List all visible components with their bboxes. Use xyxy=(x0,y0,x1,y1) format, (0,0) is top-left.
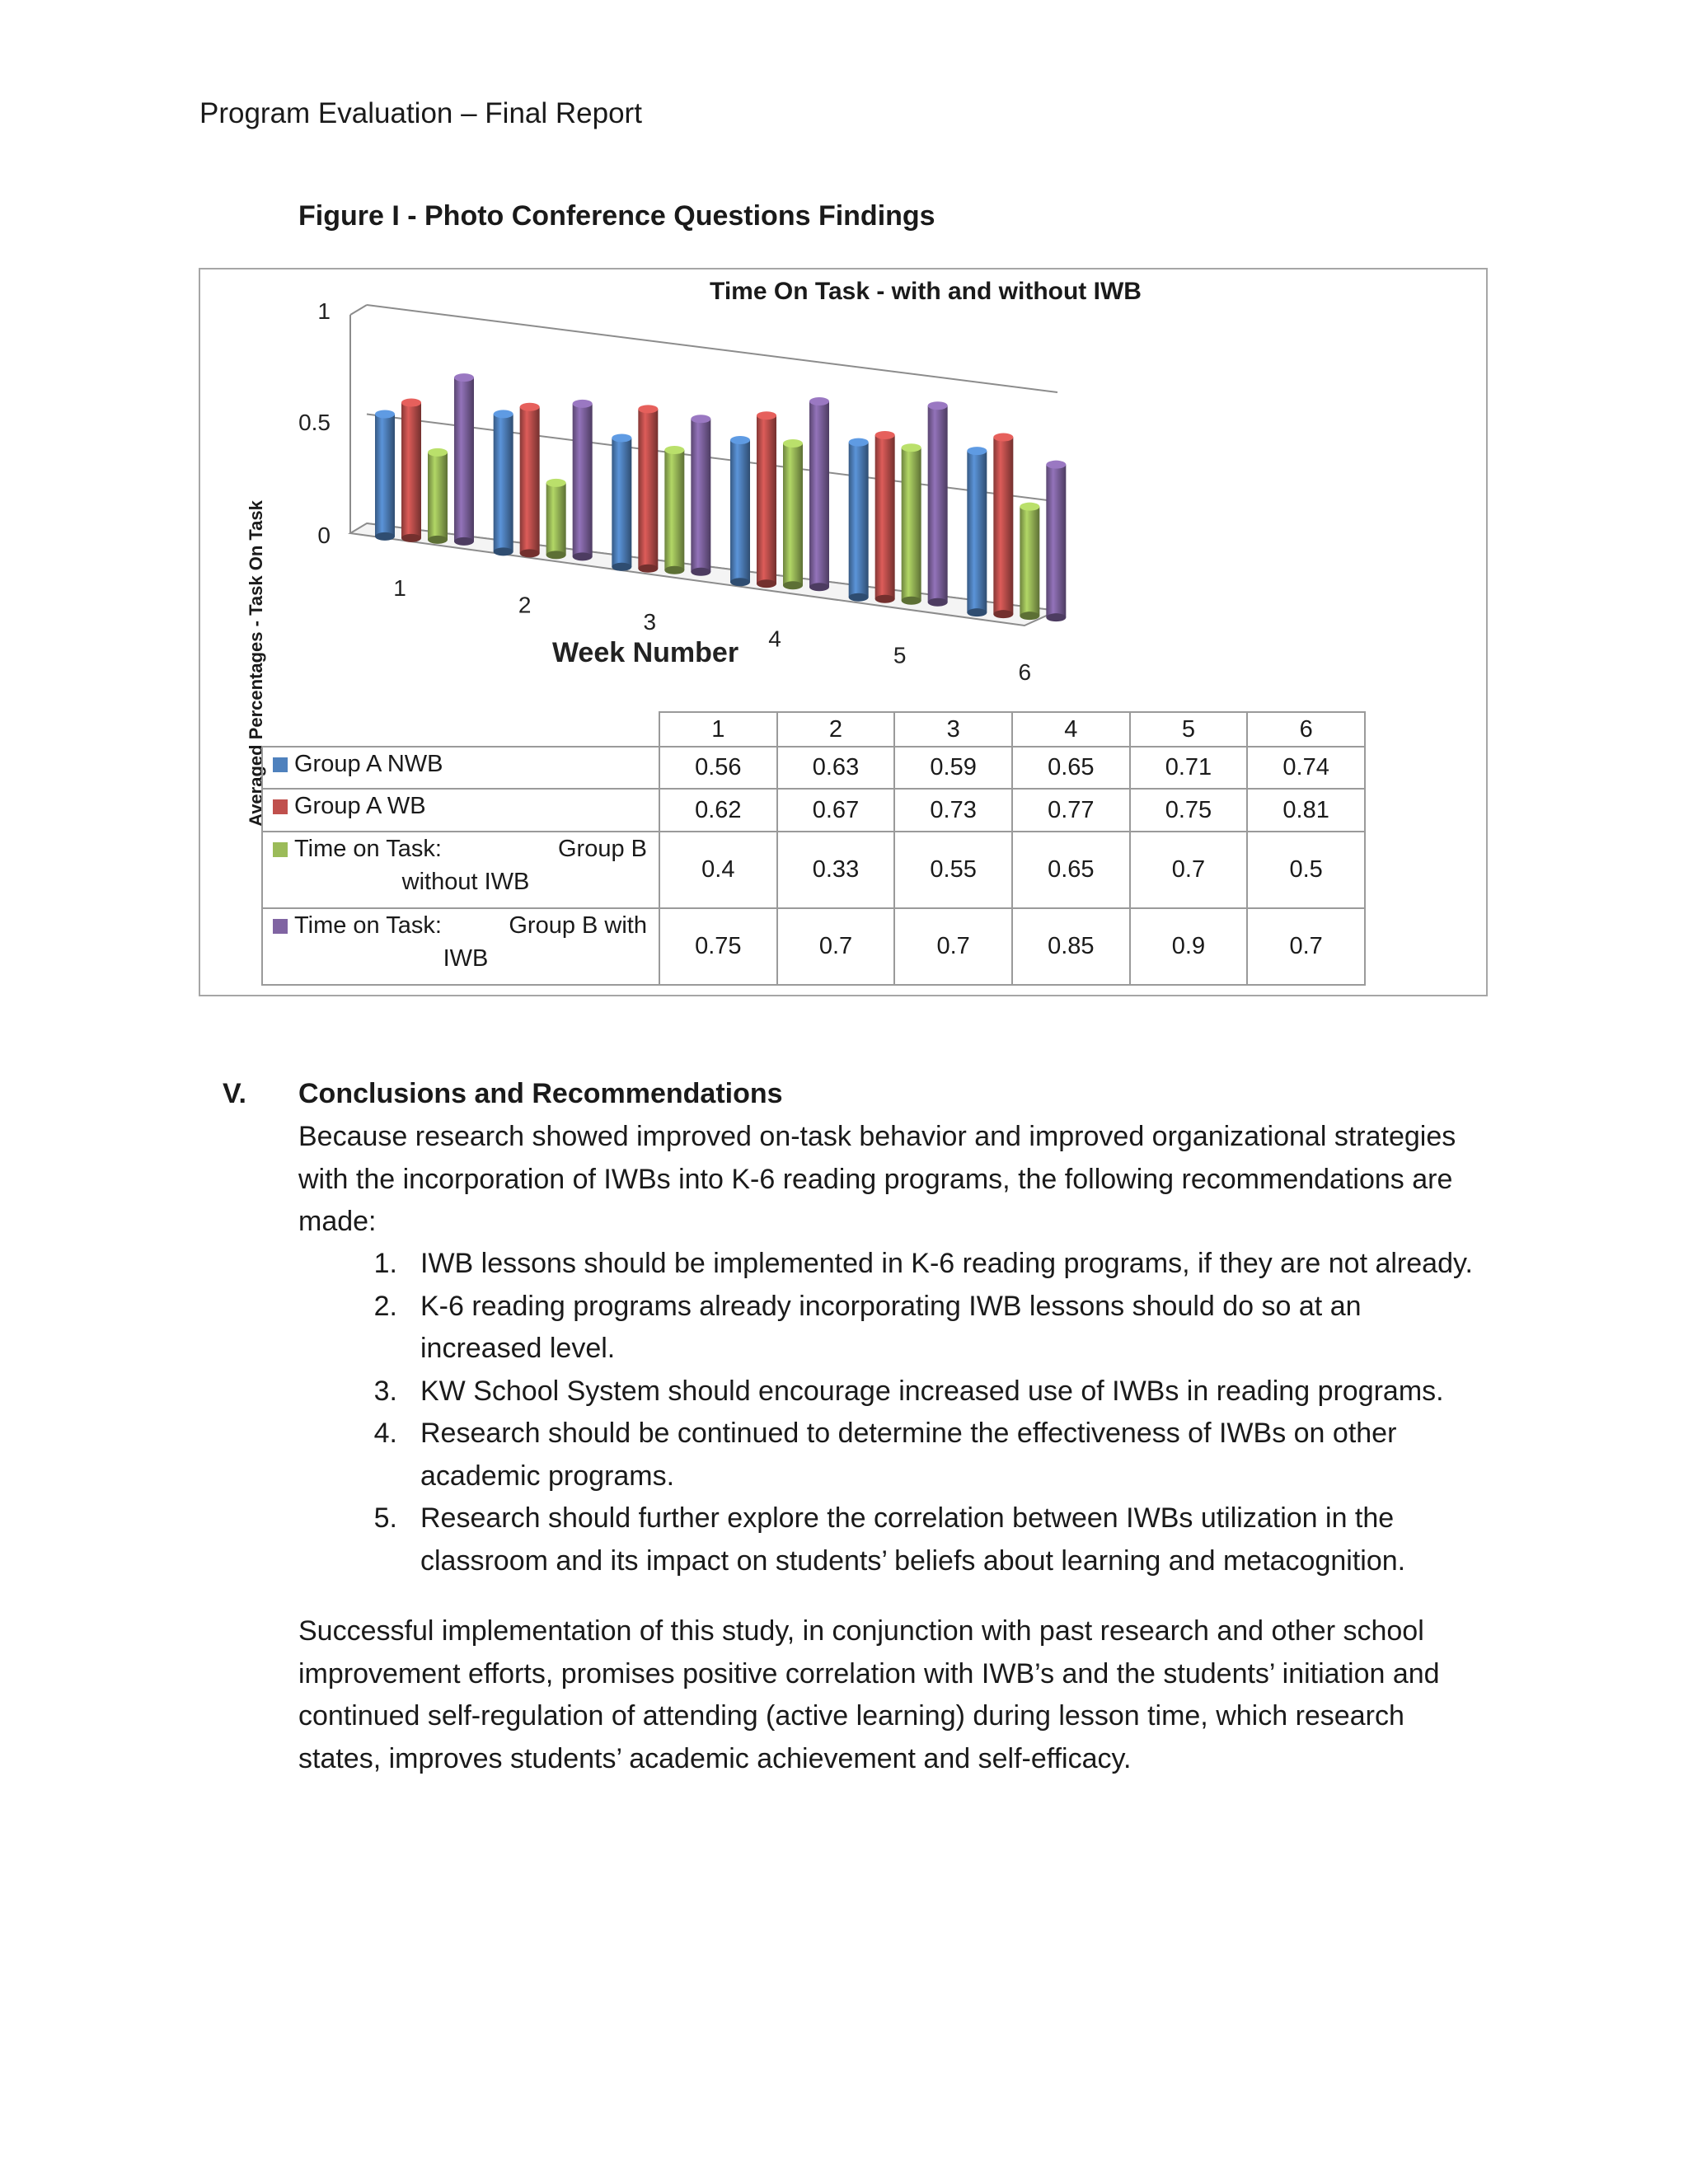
list-item-text: Research should further explore the correlation between IWBs utilization in the classroom and its impact on students’ beliefs about learning and metacognition. xyxy=(420,1502,1406,1577)
table-cell: 0.62 xyxy=(659,789,777,832)
list-item-number: 3. xyxy=(373,1375,397,1407)
legend-label: Time on Task: xyxy=(294,836,442,862)
bar-cap xyxy=(849,438,869,447)
bar xyxy=(520,407,540,554)
y-axis-title: Averaged Percentages - Task On Task xyxy=(246,500,266,827)
list-item-text: Research should be continued to determine the effectiveness of IWBs on other academic programs. xyxy=(420,1418,1397,1492)
bar-cap xyxy=(454,373,474,382)
table-cell: 0.7 xyxy=(894,908,1012,985)
recommendations-list xyxy=(298,1243,1477,1582)
bar-cap xyxy=(612,434,631,442)
bar-cap xyxy=(902,443,921,452)
table-row xyxy=(262,747,1365,789)
list-item-number: 5. xyxy=(373,1502,397,1534)
bar-base xyxy=(546,551,566,559)
bar-base xyxy=(809,583,829,591)
bar-base xyxy=(730,578,750,586)
table-cell: 0.71 xyxy=(1130,747,1248,789)
list-item xyxy=(298,1497,1477,1582)
bar-cap xyxy=(401,399,421,407)
list-item-text: IWB lessons should be implemented in K-6 reading programs, if they are not already. xyxy=(420,1248,1473,1279)
bar-cap xyxy=(664,446,684,454)
bar xyxy=(375,414,395,536)
bar-cap xyxy=(875,431,895,439)
bar-cap xyxy=(730,436,750,444)
table-cell: 0.55 xyxy=(894,832,1012,908)
table-cell: 0.81 xyxy=(1247,789,1365,832)
table-cell: 0.56 xyxy=(659,747,777,789)
table-cell: 0.63 xyxy=(777,747,895,789)
bar xyxy=(638,409,658,568)
bar xyxy=(993,438,1013,615)
bar-base xyxy=(375,532,395,541)
bar-cap xyxy=(783,439,803,448)
table-header-cell: 2 xyxy=(777,712,895,747)
bar xyxy=(612,438,631,566)
table-cell: 0.65 xyxy=(1012,747,1130,789)
table-cell: 0.33 xyxy=(777,832,895,908)
bar-base xyxy=(612,563,631,571)
bar-base xyxy=(638,565,658,573)
table-cell: 0.5 xyxy=(1247,832,1365,908)
bar xyxy=(428,452,448,540)
table-cell: 0.73 xyxy=(894,789,1012,832)
legend-swatch-green xyxy=(273,842,288,857)
bar-cap xyxy=(809,397,829,405)
bar-cap xyxy=(993,434,1013,442)
table-header-cell: 3 xyxy=(894,712,1012,747)
bar-cap xyxy=(546,479,566,487)
chart-title: Time On Task - with and without IWB xyxy=(710,278,1142,305)
y-tick-label: 0.5 xyxy=(298,410,331,435)
list-item-number: 1. xyxy=(373,1248,397,1279)
bar-base xyxy=(494,547,513,555)
bar-cap xyxy=(638,405,658,413)
bar-cap xyxy=(520,403,540,411)
legend-label: Time on Task: xyxy=(294,912,442,939)
bar-cap xyxy=(691,415,710,423)
x-tick-label: 4 xyxy=(768,626,781,652)
table-cell: 0.7 xyxy=(1247,908,1365,985)
y-tick-label: 1 xyxy=(317,298,331,324)
x-tick-label: 6 xyxy=(1018,659,1032,686)
legend-label: Group A WB xyxy=(294,793,426,819)
axis-edge xyxy=(350,305,367,315)
table-cell: 0.7 xyxy=(777,908,895,985)
table-header-cell: 4 xyxy=(1012,712,1130,747)
legend-swatch-blue xyxy=(273,757,288,772)
bar xyxy=(928,405,948,602)
bar-base xyxy=(691,568,710,576)
bar-base xyxy=(875,595,895,603)
chart-container xyxy=(199,268,1488,996)
bar xyxy=(691,419,710,572)
list-item xyxy=(298,1413,1477,1497)
legend-label: Group A NWB xyxy=(294,751,443,777)
bar-cap xyxy=(1020,503,1039,511)
intro-paragraph: Because research showed improved on-task behavior and improved organizational strategies with the incorporation of IWBs into K-6 reading programs, the following recommendations are made: xyxy=(298,1121,1456,1237)
legend-entry-group-b-with-iwb xyxy=(262,908,659,985)
x-tick-label: 1 xyxy=(393,574,406,601)
bar-base xyxy=(849,593,869,602)
table-row xyxy=(262,832,1365,908)
bar-base xyxy=(757,579,776,588)
bar-base xyxy=(928,598,948,607)
section-title: Conclusions and Recommendations xyxy=(298,1078,783,1109)
x-tick-label: 5 xyxy=(893,642,907,668)
table-cell: 0.77 xyxy=(1012,789,1130,832)
bar-base xyxy=(520,549,540,557)
legend-entry-group-b-without-iwb xyxy=(262,832,659,908)
bar-base xyxy=(573,552,593,560)
bar-base xyxy=(401,534,421,542)
legend-label: Group B with xyxy=(509,912,647,939)
bar-cap xyxy=(428,448,448,457)
table-header-cell: 1 xyxy=(659,712,777,747)
bar xyxy=(494,414,513,551)
table-header-cell: 5 xyxy=(1130,712,1248,747)
bar-base xyxy=(993,610,1013,618)
bar-cap xyxy=(757,411,776,419)
list-item xyxy=(298,1371,1477,1413)
y-tick-label: 0 xyxy=(317,523,331,548)
page-header: Program Evaluation – Final Report xyxy=(199,97,642,129)
legend-label: without IWB xyxy=(401,869,530,895)
table-cell: 0.4 xyxy=(659,832,777,908)
table-row xyxy=(262,789,1365,832)
table-cell: 0.74 xyxy=(1247,747,1365,789)
table-row xyxy=(262,908,1365,985)
bar xyxy=(401,403,421,538)
bar xyxy=(875,435,895,599)
table-cell: 0.9 xyxy=(1130,908,1248,985)
bar-base xyxy=(454,537,474,546)
table-corner xyxy=(262,712,659,747)
bar xyxy=(573,404,593,557)
bar xyxy=(849,443,869,598)
list-item-text: K-6 reading programs already incorporating IWB lessons should do so at an increased level. xyxy=(420,1290,1362,1364)
bar xyxy=(967,451,987,612)
bar-cap xyxy=(573,400,593,408)
bar-cap xyxy=(967,447,987,455)
bar-base xyxy=(664,566,684,574)
bar xyxy=(757,415,776,583)
bar-base xyxy=(428,536,448,544)
list-item-number: 4. xyxy=(373,1418,397,1449)
legend-entry-group-a-wb xyxy=(262,789,659,832)
legend-label: Group B xyxy=(558,836,647,862)
bar-base xyxy=(902,597,921,605)
table-cell: 0.75 xyxy=(659,908,777,985)
table-cell: 0.7 xyxy=(1130,832,1248,908)
list-item xyxy=(298,1243,1477,1286)
table-cell: 0.75 xyxy=(1130,789,1248,832)
bar xyxy=(809,401,829,587)
bar-base xyxy=(1046,613,1066,621)
bar-cap xyxy=(375,410,395,418)
table-cell: 0.65 xyxy=(1012,832,1130,908)
list-item xyxy=(298,1286,1477,1371)
bar xyxy=(546,483,566,555)
section-number: V. xyxy=(223,1078,247,1109)
legend-entry-group-a-nwb xyxy=(262,747,659,789)
bar xyxy=(664,450,684,570)
x-axis-title: Week Number xyxy=(551,637,739,668)
bar-cap xyxy=(494,410,513,418)
list-item-text: KW School System should encourage increased use of IWBs in reading programs. xyxy=(420,1375,1444,1407)
table-header-cell: 6 xyxy=(1247,712,1365,747)
bar-cap xyxy=(1046,461,1066,469)
bar xyxy=(1046,465,1066,618)
closing-paragraph: Successful implementation of this study, in conjunction with past research and other school improvement efforts, promises positive correlation with IWB’s and the students’ initiation and continued self-regulation of attending (active learning) during lesson time, which research states, improves students’ academic achievement and self-efficacy. xyxy=(298,1615,1440,1774)
list-item-number: 2. xyxy=(373,1290,397,1322)
figure-title: Figure I - Photo Conference Questions Findings xyxy=(298,200,935,232)
x-tick-label: 2 xyxy=(518,592,532,618)
table-cell: 0.59 xyxy=(894,747,1012,789)
bar-base xyxy=(783,581,803,589)
table-cell: 0.67 xyxy=(777,789,895,832)
legend-swatch-purple xyxy=(273,919,288,934)
bar xyxy=(454,377,474,541)
bar-base xyxy=(1020,612,1039,620)
x-tick-label: 3 xyxy=(643,608,657,635)
table-header-row xyxy=(262,712,1365,747)
bar xyxy=(783,443,803,585)
bar xyxy=(902,448,921,601)
legend-swatch-red xyxy=(273,799,288,814)
data-table xyxy=(261,711,1366,986)
bar-base xyxy=(967,608,987,616)
bar-cap xyxy=(928,401,948,410)
bar xyxy=(1020,507,1039,616)
bar xyxy=(730,440,750,582)
legend-label: IWB xyxy=(443,945,489,972)
table-cell: 0.85 xyxy=(1012,908,1130,985)
